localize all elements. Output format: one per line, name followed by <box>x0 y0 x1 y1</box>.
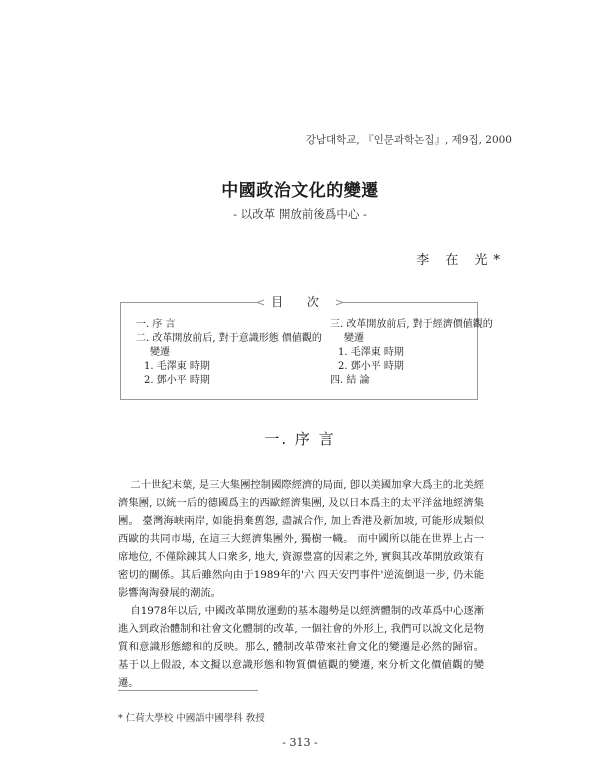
paragraph: 自1978年以后, 中國改革開放運動的基本趨勢是以經濟體制的改革爲中心逐漸進入到政治體制和社會文化體制的改革, 一個社會的外形上, 我們可以說文化是物質和意識形態總和的反映。那么, 體制改革帶來社會文化的變遷是必然的歸宿。基于以上假設, 本文擬以意識形態和物質價値觀的變遷, 來分析文化價値觀的變遷。 <box>118 605 484 689</box>
paragraph: 二十世紀末葉, 是三大集團控制國際經濟的局面, 卽以美國加拿大爲主的北美經濟集團, 以統一后的德國爲主的西歐經濟集團, 及以日本爲主的太平洋盆地經濟集團。 臺灣海峡兩岸, 如能捐棄舊怨, 盡誠合作, 加上香港及新加坡, 可能形成類似西歐的共同市場, 在這三大經濟集團外, 獨樹一幟。 而中國所以能在世界上占一席地位, 不僅除錬其人口衆多, 地大, 資源豊富的因素之外, 實與其改革開放政策有密切的關係。其后雖然向由于1989年的'六 四天安門事件'逆流倒退一步, 仍未能影響淘淘發展的潮流。 <box>118 479 484 599</box>
author-name: 李 在 光* <box>416 253 506 268</box>
toc-item: 二. 改革開放前后, 對于意識形態 價値觀的 <box>136 333 322 344</box>
toc-item: 2. 鄧小平 時期 <box>144 375 210 386</box>
section-heading: 一. 序 言 <box>264 430 336 448</box>
toc-item: 變遷 <box>344 333 364 344</box>
page-title: 中國政治文化的變遷 <box>221 181 379 201</box>
page-number: - 313 - <box>282 736 318 749</box>
footnote: * 仁荷大學校 中國語中國學科 敎授 <box>118 713 265 724</box>
footnote-divider <box>118 690 258 691</box>
toc-item: 變遷 <box>150 347 170 358</box>
toc-item: 2. 鄧小平 時期 <box>338 361 404 372</box>
toc-item: 四. 結 論 <box>330 375 370 386</box>
toc-right-bracket: > <box>334 296 344 309</box>
toc-left-bracket: < <box>256 296 266 309</box>
toc-left-column <box>136 318 322 388</box>
toc-item: 1. 毛澤東 時期 <box>338 347 404 358</box>
toc-heading: < 目 次 > <box>256 295 344 309</box>
toc-item: 1. 毛澤東 時期 <box>144 361 210 372</box>
toc-item: 一. 序 言 <box>136 319 176 330</box>
page-subtitle: - 以改革 開放前後爲中心 - <box>233 207 367 221</box>
toc-item: 三. 改革開放前后, 對于經濟價値觀的 <box>330 319 493 330</box>
toc-right-column <box>330 318 493 388</box>
body-text <box>118 476 484 692</box>
journal-header: 강남대학교, 『인문과학논집』, 제9집, 2000 <box>305 134 512 146</box>
